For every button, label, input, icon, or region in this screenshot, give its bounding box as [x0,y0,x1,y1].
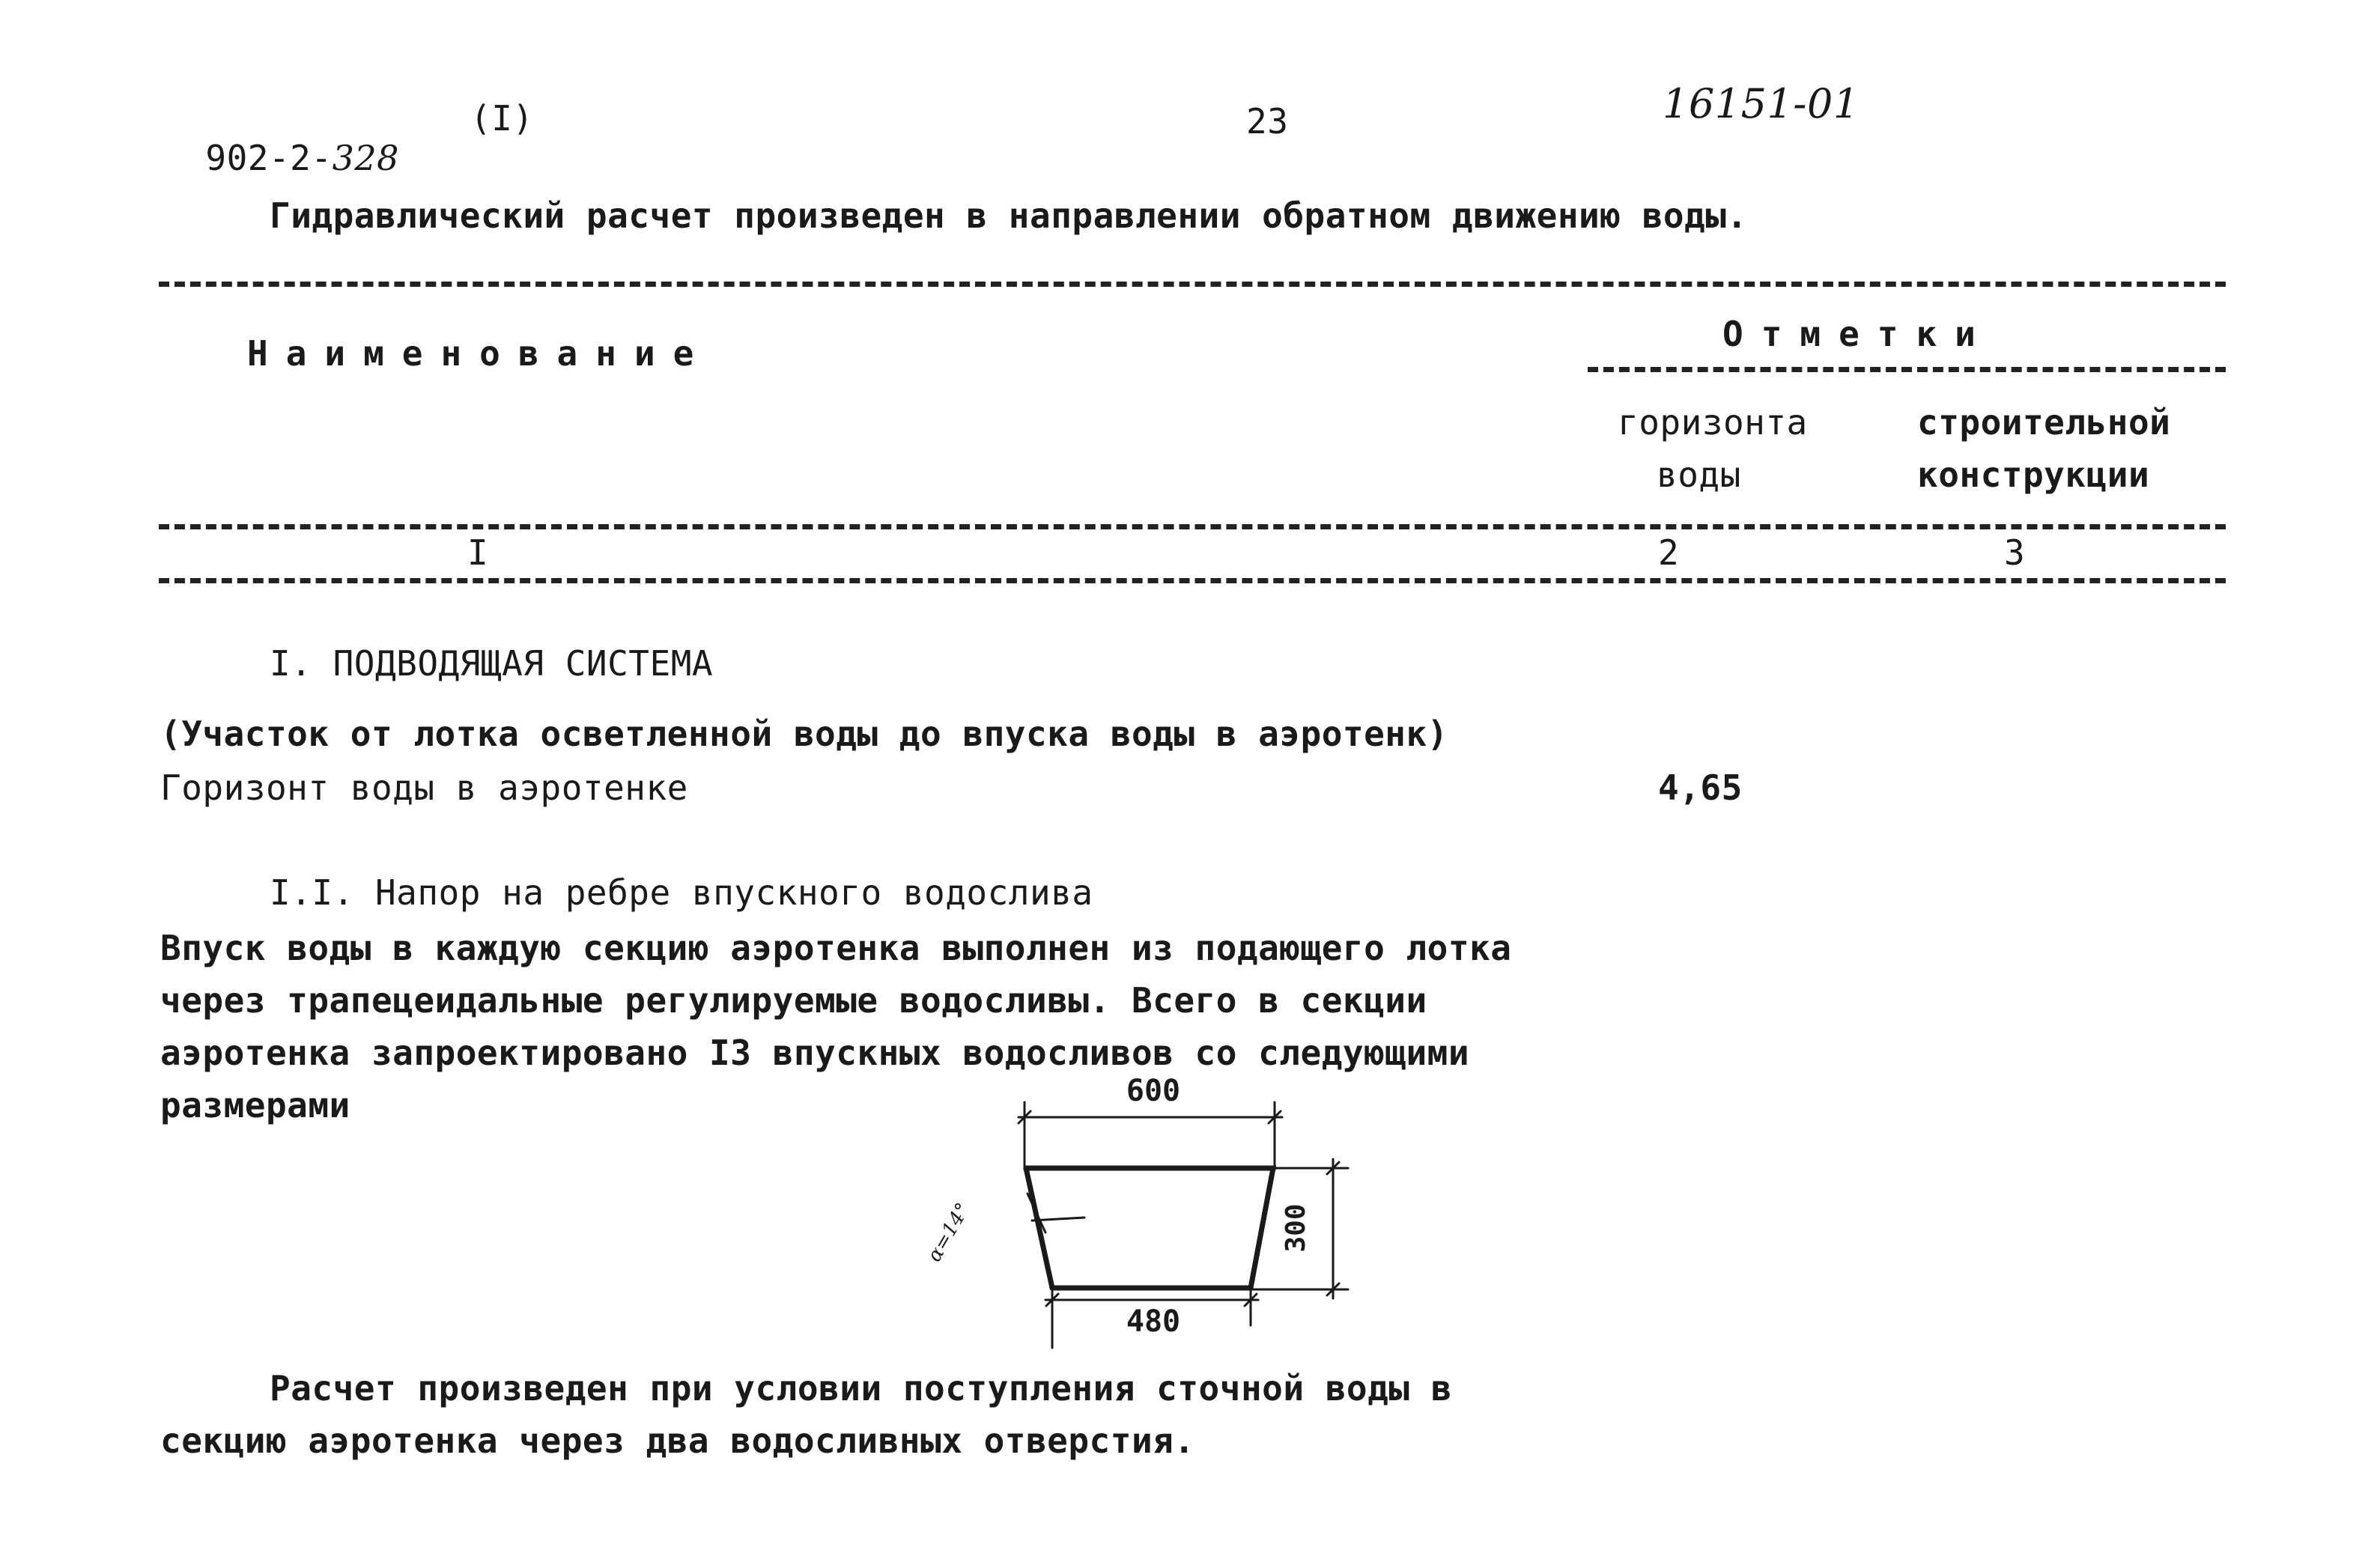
marks-subheader-rule [1588,367,2226,372]
document-code [163,99,399,178]
column-number-1: I [467,532,489,573]
conclusion-line1: Расчет произведен при условии поступления сточной воды в [270,1368,1452,1408]
subsection-paragraph-line4: размерами [160,1085,350,1125]
document-code-handwritten: 328 [332,137,399,178]
height-label: 300 [1281,1203,1311,1253]
trapezoidal-weir-sketch [899,1048,1378,1363]
row-value-water-horizon: 4,65 [1658,768,1743,808]
part-number: (I) [470,98,534,139]
weir-outline [1026,1168,1273,1288]
column-name-header: Наименование [247,333,712,374]
angle-label: α=14° [923,1199,975,1266]
column-number-2: 2 [1658,532,1680,573]
top-width-label: 600 [1126,1074,1181,1108]
subsection-paragraph-line2: через трапецеидальные регулируемые водосливы. Всего в секции [160,980,1427,1021]
column-number-3: 3 [2004,532,2026,573]
column-water-horizon-line2: воды [1657,455,1741,495]
column-numbers-rule [159,578,2226,583]
column-marks-header: Отметки [1722,314,1994,354]
subsection-title: I.I. Напор на ребре впускного водослива [270,872,1093,913]
table-top-rule [159,282,2226,287]
intro-text: Гидравлический расчет произведен в направлении обратном движению воды. [270,195,1748,236]
subsection-paragraph-line3: аэротенка запроектировано I3 впускных водосливов со следующими [160,1033,1470,1073]
weir-left-side [1026,1168,1052,1288]
column-construction-line2: конструкции [1917,455,2150,495]
sheet-code-handwritten: 16151-01 [1663,80,1860,127]
section-title: I. ПОДВОДЯЩАЯ СИСТЕМА [270,643,714,684]
column-construction-line1: строительной [1917,402,2171,443]
row-label-water-horizon: Горизонт воды в аэротенке [160,768,688,808]
page-number: 23 [1246,101,1289,142]
document-code-printed: 902-2- [205,137,333,178]
subsection-paragraph-line1: Впуск воды в каждую секцию аэротенка выполнен из подающего лотка [160,928,1512,968]
section-subtitle: (Участок от лотка осветленной воды до впуска воды в аэротенк) [160,714,1448,754]
column-water-horizon-line1: горизонта [1618,402,1808,443]
bottom-width-label: 480 [1126,1304,1181,1339]
conclusion-line2: секцию аэротенка через два водосливных отверстия. [160,1420,1195,1461]
table-header-bottom-rule [159,524,2226,529]
